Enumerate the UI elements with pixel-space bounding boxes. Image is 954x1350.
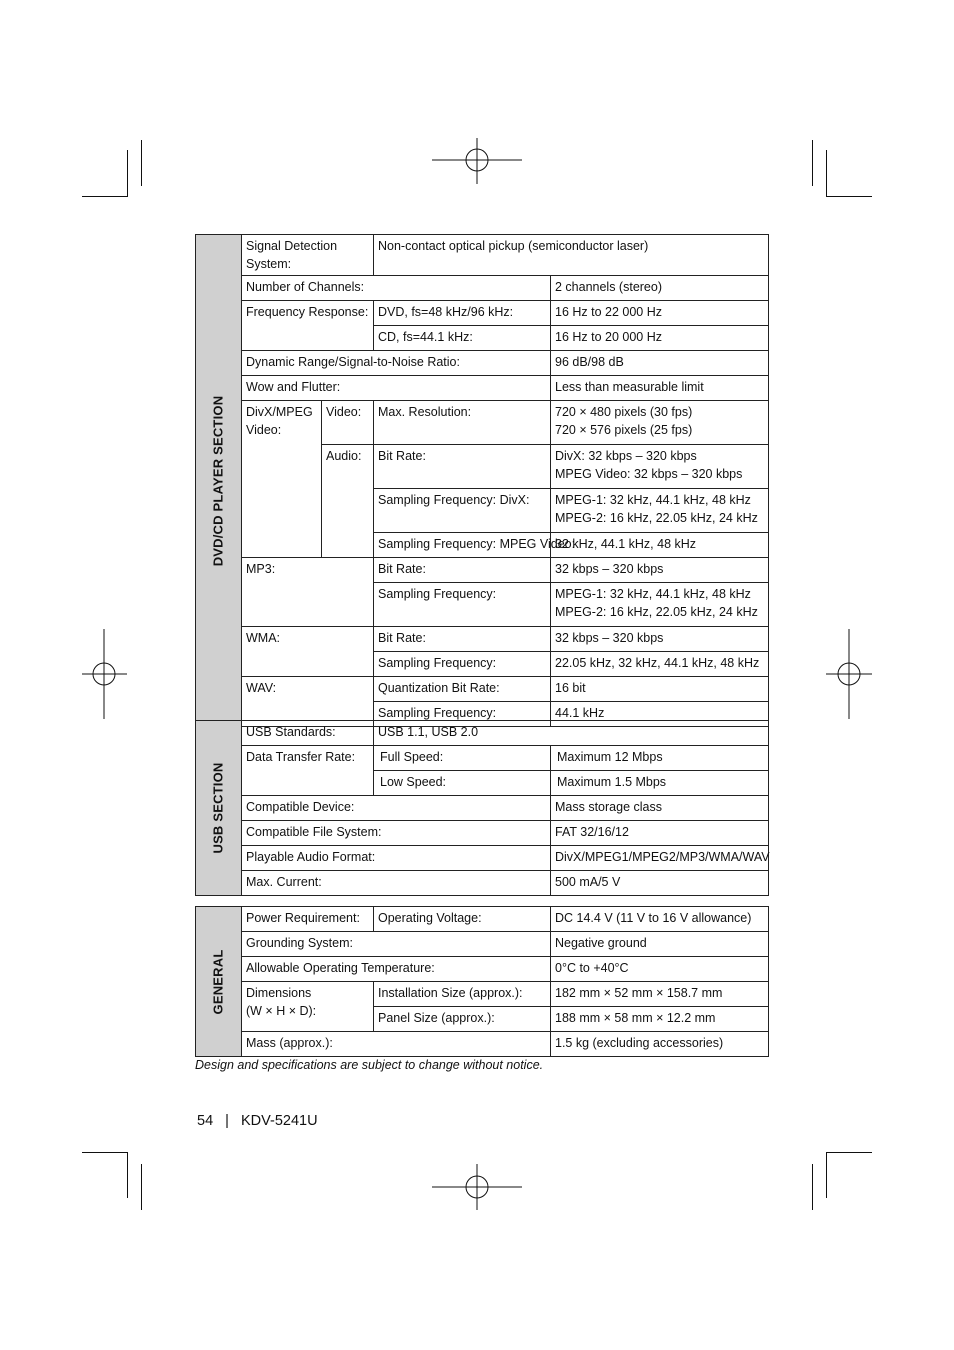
spec-value: 2 channels (stereo) [551, 276, 769, 301]
spec-sublabel: Max. Resolution: [374, 401, 551, 445]
crop-mark [82, 1152, 128, 1153]
usb-spec-table [195, 720, 769, 896]
spec-label: Compatible Device: [242, 796, 551, 821]
section-label-cell [196, 721, 242, 896]
spec-sublabel: Sampling Frequency: DivX: [374, 489, 551, 533]
spec-sublabel: Installation Size (approx.): [374, 982, 551, 1007]
spec-sublabel: Audio: [322, 445, 374, 558]
spec-value: USB 1.1, USB 2.0 [374, 721, 769, 746]
spec-value: 32 kbps – 320 kbps [551, 558, 769, 583]
spec-value: 500 mA/5 V [551, 871, 769, 896]
spec-label: DivX/MPEG Video: [242, 401, 322, 558]
spec-value [551, 489, 769, 533]
crop-mark [826, 196, 872, 197]
crop-mark [127, 1152, 128, 1198]
spec-value: 32 kbps – 320 kbps [551, 627, 769, 652]
spec-value-line: MPEG-1: 32 kHz, 44.1 kHz, 48 kHz [555, 493, 751, 507]
spec-value: 182 mm × 52 mm × 158.7 mm [551, 982, 769, 1007]
spec-label: Max. Current: [242, 871, 551, 896]
spec-value-line: MPEG-2: 16 kHz, 22.05 kHz, 24 kHz [555, 511, 758, 525]
spec-value: 32 kHz, 44.1 kHz, 48 kHz [551, 533, 769, 558]
spec-label: Wow and Flutter: [242, 376, 551, 401]
spec-label: Dynamic Range/Signal-to-Noise Ratio: [242, 351, 551, 376]
footer-separator: | [225, 1113, 229, 1129]
registration-mark-icon [82, 629, 172, 719]
crop-mark [141, 140, 142, 186]
spec-sublabel: Sampling Frequency: [374, 652, 551, 677]
spec-sublabel: Bit Rate: [374, 627, 551, 652]
crop-mark [826, 1152, 872, 1153]
spec-sublabel: Full Speed: [374, 746, 551, 771]
spec-label: WMA: [242, 627, 374, 677]
spec-sublabel: Bit Rate: [374, 558, 551, 583]
crop-mark [812, 140, 813, 186]
spec-value: 96 dB/98 dB [551, 351, 769, 376]
spec-value: Mass storage class [551, 796, 769, 821]
spec-value: Negative ground [551, 932, 769, 957]
spec-value: Less than measurable limit [551, 376, 769, 401]
crop-mark [141, 1164, 142, 1210]
spec-label: USB Standards: [242, 721, 374, 746]
spec-value: 44.1 kHz [551, 702, 769, 727]
spec-label: WAV: [242, 677, 374, 727]
spec-value: Non-contact optical pickup (semiconductor laser) [374, 235, 769, 276]
spec-label: Grounding System: [242, 932, 551, 957]
spec-sublabel: Bit Rate: [374, 445, 551, 489]
spec-label: Mass (approx.): [242, 1032, 551, 1057]
spec-value: Maximum 1.5 Mbps [551, 771, 769, 796]
crop-mark [127, 150, 128, 196]
spec-value: 16 Hz to 22 000 Hz [551, 301, 769, 326]
spec-sublabel: Quantization Bit Rate: [374, 677, 551, 702]
spec-value: 188 mm × 58 mm × 12.2 mm [551, 1007, 769, 1032]
spec-value [551, 445, 769, 489]
crop-mark [812, 1164, 813, 1210]
section-title: GENERAL [210, 949, 226, 1014]
spec-sublabel: Operating Voltage: [374, 907, 551, 932]
spec-sublabel: CD, fs=44.1 kHz: [374, 326, 551, 351]
spec-value-line: MPEG Video: 32 kbps – 320 kbps [555, 467, 743, 481]
spec-sublabel: Video: [322, 401, 374, 445]
spec-value [551, 401, 769, 445]
spec-label: Signal Detection System: [242, 235, 374, 276]
registration-mark-icon [432, 138, 522, 228]
spec-sublabel: DVD, fs=48 kHz/96 kHz: [374, 301, 551, 326]
spec-value-line: MPEG-2: 16 kHz, 22.05 kHz, 24 kHz [555, 605, 758, 619]
model-name: KDV-5241U [240, 1113, 318, 1129]
spec-label-line: Dimensions [246, 986, 312, 1000]
spec-label: Number of Channels: [242, 276, 551, 301]
general-spec-table [195, 906, 769, 1057]
page-number: 54 [197, 1113, 214, 1129]
spec-value: 16 bit [551, 677, 769, 702]
section-title: USB SECTION [210, 762, 226, 854]
spec-label: Power Requirement: [242, 907, 374, 932]
spec-label [242, 982, 374, 1032]
spec-sublabel: Sampling Frequency: [374, 702, 551, 727]
registration-mark-icon [804, 629, 894, 719]
spec-value-line: 720 × 480 pixels (30 fps) [555, 405, 693, 419]
spec-value: FAT 32/16/12 [551, 821, 769, 846]
dvd-spec-table [195, 234, 769, 727]
spec-value-line: DivX: 32 kbps – 320 kbps [555, 449, 697, 463]
crop-mark [826, 150, 827, 196]
disclaimer-note: Design and specifications are subject to change without notice. [195, 1058, 544, 1072]
spec-label-line: (W × H × D): [246, 1004, 317, 1018]
page-footer [197, 1113, 318, 1129]
spec-value: 16 Hz to 20 000 Hz [551, 326, 769, 351]
spec-label: Data Transfer Rate: [242, 746, 374, 796]
spec-value: DC 14.4 V (11 V to 16 V allowance) [551, 907, 769, 932]
spec-sublabel: Sampling Frequency: MPEG Video: [374, 533, 551, 558]
spec-value: DivX/MPEG1/MPEG2/MP3/WMA/WAV [551, 846, 769, 871]
crop-mark [826, 1152, 827, 1198]
spec-label: Frequency Response: [242, 301, 374, 351]
registration-mark-icon [432, 1142, 522, 1232]
crop-mark [82, 196, 128, 197]
spec-label: MP3: [242, 558, 374, 627]
spec-value-line: 720 × 576 pixels (25 fps) [555, 423, 693, 437]
section-title: DVD/CD PLAYER SECTION [210, 395, 226, 566]
section-label-cell [196, 235, 242, 727]
spec-value: Maximum 12 Mbps [551, 746, 769, 771]
spec-value: 22.05 kHz, 32 kHz, 44.1 kHz, 48 kHz [551, 652, 769, 677]
spec-sublabel: Sampling Frequency: [374, 583, 551, 627]
spec-value-line: MPEG-1: 32 kHz, 44.1 kHz, 48 kHz [555, 587, 751, 601]
spec-value: 0°C to +40°C [551, 957, 769, 982]
spec-label: Compatible File System: [242, 821, 551, 846]
spec-value: 1.5 kg (excluding accessories) [551, 1032, 769, 1057]
spec-label: Allowable Operating Temperature: [242, 957, 551, 982]
spec-label: Playable Audio Format: [242, 846, 551, 871]
spec-value [551, 583, 769, 627]
spec-sublabel: Low Speed: [374, 771, 551, 796]
spec-sublabel: Panel Size (approx.): [374, 1007, 551, 1032]
section-label-cell [196, 907, 242, 1057]
